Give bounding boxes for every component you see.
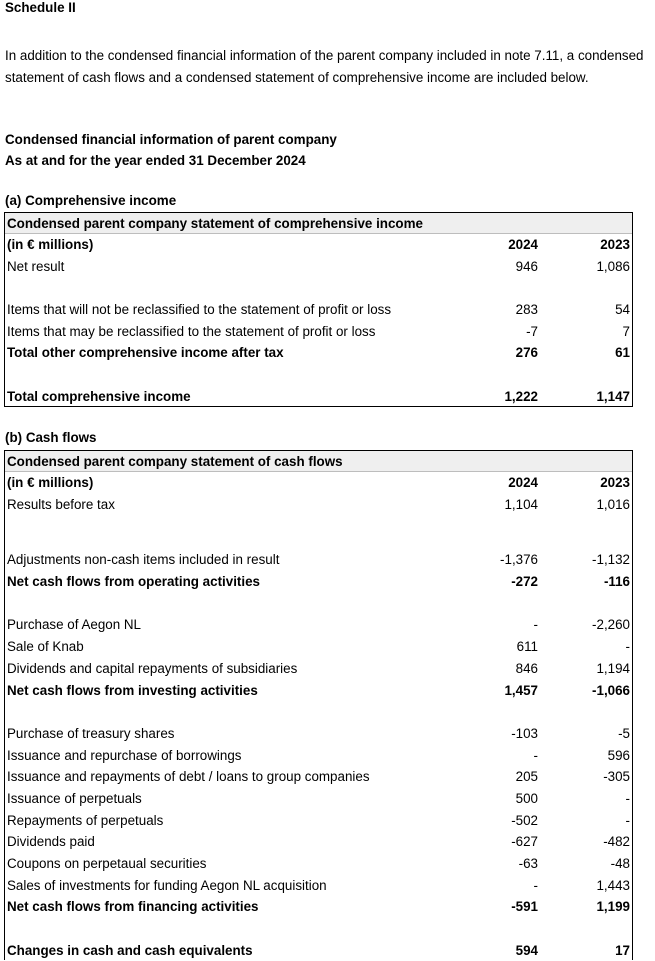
table-row: Sale of Knab 611 -	[7, 639, 630, 655]
table-row: Issuance of perpetuals 500 -	[7, 790, 630, 806]
column-header-row	[5, 472, 632, 494]
table-title: Condensed parent company statement of comprehensive income	[5, 213, 632, 234]
table-row: Net result 946 1,086	[7, 258, 630, 274]
table-row: Purchase of treasury shares -103 -5	[7, 725, 630, 741]
row-spacer	[5, 701, 632, 723]
row-spacer	[5, 593, 632, 615]
table-row: Purchase of Aegon NL - -2,260	[7, 617, 630, 633]
row-spacer	[5, 364, 632, 386]
intro-paragraph: In addition to the condensed financial information of the parent company included in note 7.11, a condensed statement of cash flows and a condensed statement of comprehensive income are included below.	[5, 48, 644, 85]
subtotal-row: Net cash flows from operating activities -272 -116	[7, 574, 630, 590]
table-row: Items that will not be reclassified to the statement of profit or loss 283 54	[7, 302, 630, 318]
unit-label: (in € millions)	[7, 475, 94, 490]
column-header-row	[5, 234, 632, 256]
heading-line-2: As at and for the year ended 31 December 2024	[5, 153, 306, 168]
schedule-title: Schedule II	[5, 0, 76, 15]
subtotal-row: Total other comprehensive income after tax 276 61	[7, 345, 630, 361]
section-label-comprehensive: (a) Comprehensive income	[5, 193, 177, 208]
col-2024: 2024	[508, 475, 538, 490]
col-2023: 2023	[600, 475, 630, 490]
subtotal-row: Net cash flows from investing activities 1,457 -1,066	[7, 682, 630, 698]
table-row: Dividends paid -627 -482	[7, 834, 630, 850]
table-row: Repayments of perpetuals -502 -	[7, 812, 630, 828]
table-row: Adjustments non-cash items included in result -1,376 -1,132	[7, 552, 630, 568]
table-row: Coupons on perpetaual securities -63 -48	[7, 856, 630, 871]
total-row: Total comprehensive income 1,222 1,147	[7, 388, 630, 404]
row-spacer	[5, 277, 632, 299]
table-row: Dividends and capital repayments of subsidiaries 846 1,194	[7, 660, 630, 676]
cash-flows-table	[4, 450, 633, 960]
row-spacer	[5, 918, 632, 940]
total-row: Changes in cash and cash equivalents 594 17	[7, 942, 630, 958]
table-title: Condensed parent company statement of cash flows	[5, 451, 632, 472]
section-label-cashflows: (b) Cash flows	[5, 430, 97, 445]
comprehensive-income-table	[4, 212, 633, 407]
row-spacer	[5, 515, 632, 549]
table-row: Sales of investments for funding Aegon NL acquisition - 1,443	[7, 877, 630, 893]
subtotal-row: Net cash flows from financing activities -591 1,199	[7, 899, 630, 915]
col-2024: 2024	[508, 237, 538, 252]
table-row: Issuance and repurchase of borrowings - 596	[7, 747, 630, 763]
unit-label: (in € millions)	[7, 237, 94, 252]
heading-line-1: Condensed financial information of parent company	[5, 132, 337, 147]
table-row: Results before tax 1,104 1,016	[7, 496, 630, 512]
col-2023: 2023	[600, 237, 630, 252]
table-row: Items that may be reclassified to the statement of profit or loss -7 7	[7, 323, 630, 339]
table-row: Issuance and repayments of debt / loans to group companies 205 -305	[7, 769, 630, 785]
